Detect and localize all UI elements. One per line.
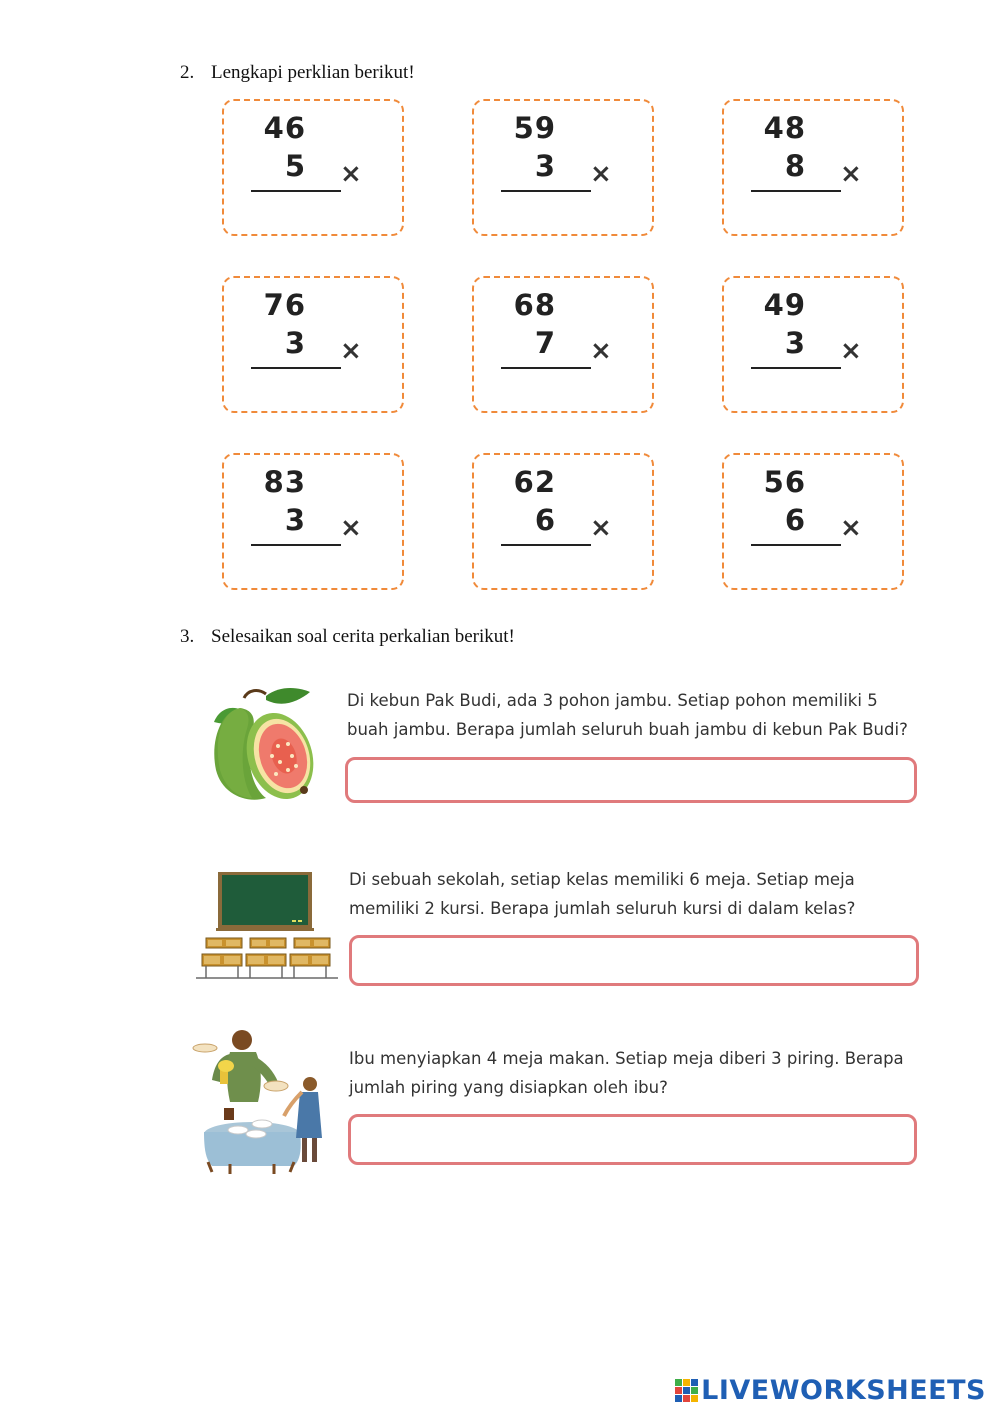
section-2-heading <box>180 62 415 84</box>
multiplier: 8 <box>784 149 806 183</box>
answer-box[interactable] <box>345 757 917 803</box>
multiplier: 6 <box>534 503 556 537</box>
answer-line[interactable] <box>251 367 341 369</box>
answer-line[interactable] <box>251 544 341 546</box>
times-icon: × <box>590 336 612 366</box>
times-icon: × <box>340 513 362 543</box>
liveworksheets-grid-icon <box>675 1379 699 1403</box>
liveworksheets-logo <box>675 1375 986 1406</box>
multiplier: 3 <box>534 149 556 183</box>
times-icon: × <box>590 159 612 189</box>
problem-card <box>722 99 904 236</box>
multiplication-grid <box>222 99 905 590</box>
multiplicand: 83 <box>263 465 306 499</box>
answer-box[interactable] <box>348 1114 917 1165</box>
multiplier: 6 <box>784 503 806 537</box>
problem-card <box>722 453 904 590</box>
answer-line[interactable] <box>501 190 591 192</box>
dining-table-icon <box>190 1026 328 1178</box>
answer-line[interactable] <box>251 190 341 192</box>
answer-line[interactable] <box>751 190 841 192</box>
multiplicand: 68 <box>513 288 556 322</box>
story-text: Di kebun Pak Budi, ada 3 pohon jambu. Setiap pohon memiliki 5 buah jambu. Berapa jumlah seluruh buah jambu di kebun Pak Budi? <box>347 691 908 739</box>
guava-icon <box>206 686 318 806</box>
multiplier: 3 <box>284 326 306 360</box>
section-number: 3. <box>180 626 195 647</box>
multiplicand: 76 <box>263 288 306 322</box>
multiplicand: 49 <box>763 288 806 322</box>
answer-box[interactable] <box>349 935 919 986</box>
section-title: Lengkapi perklian berikut! <box>211 62 415 83</box>
times-icon: × <box>590 513 612 543</box>
problem-card <box>222 99 404 236</box>
answer-line[interactable] <box>501 367 591 369</box>
multiplier: 3 <box>784 326 806 360</box>
multiplicand: 59 <box>513 111 556 145</box>
multiplier: 3 <box>284 503 306 537</box>
times-icon: × <box>840 336 862 366</box>
times-icon: × <box>340 336 362 366</box>
brand-name: LIVEWORKSHEETS <box>701 1375 986 1406</box>
problem-card <box>472 276 654 413</box>
multiplier: 7 <box>534 326 556 360</box>
classroom-icon <box>194 870 340 982</box>
story-text: Di sebuah sekolah, setiap kelas memiliki 6 meja. Setiap meja memiliki 2 kursi. Berapa jumlah seluruh kursi di dalam kelas? <box>349 870 856 918</box>
problem-card <box>722 276 904 413</box>
problem-card <box>222 276 404 413</box>
section-3-heading <box>180 626 515 648</box>
times-icon: × <box>840 159 862 189</box>
section-number: 2. <box>180 62 195 83</box>
multiplicand: 46 <box>263 111 306 145</box>
multiplicand: 56 <box>763 465 806 499</box>
times-icon: × <box>840 513 862 543</box>
times-icon: × <box>340 159 362 189</box>
section-title: Selesaikan soal cerita perkalian berikut! <box>211 626 515 647</box>
multiplicand: 62 <box>513 465 556 499</box>
multiplicand: 48 <box>763 111 806 145</box>
answer-line[interactable] <box>501 544 591 546</box>
problem-card <box>472 453 654 590</box>
problem-card <box>472 99 654 236</box>
multiplier: 5 <box>284 149 306 183</box>
answer-line[interactable] <box>751 367 841 369</box>
story-text: Ibu menyiapkan 4 meja makan. Setiap meja diberi 3 piring. Berapa jumlah piring yang disiapkan oleh ibu? <box>349 1049 904 1097</box>
problem-card <box>222 453 404 590</box>
answer-line[interactable] <box>751 544 841 546</box>
